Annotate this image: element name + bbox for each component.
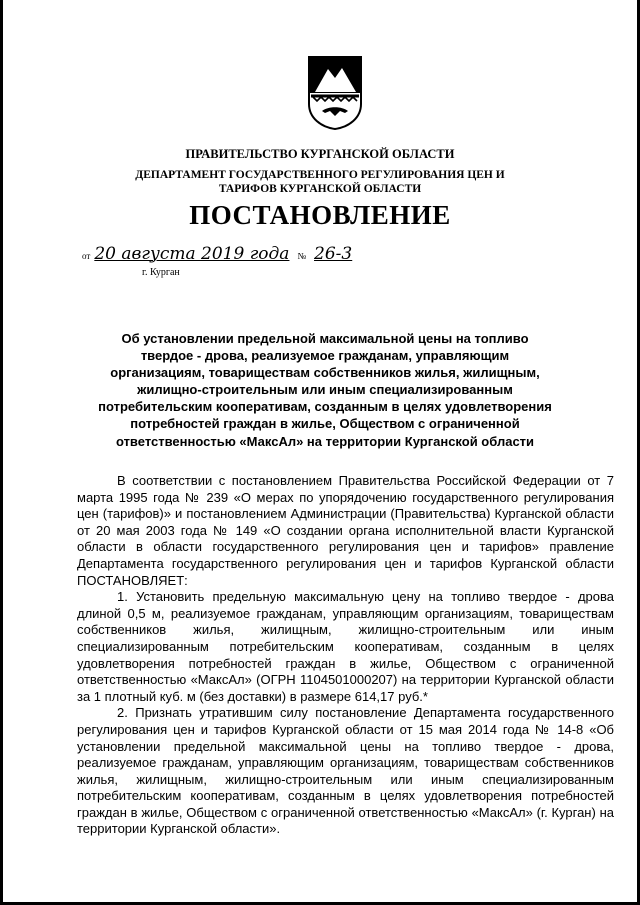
date-prefix: от [82, 251, 91, 261]
document-title: ПОСТАНОВЛЕНИЕ [189, 200, 451, 230]
scan-border-left [0, 0, 3, 905]
department-name: ДЕПАРТАМЕНТ ГОСУДАРСТВЕННОГО РЕГУЛИРОВАНИЯ ЦЕН И ТАРИФОВ КУРГАНСКОЙ ОБЛАСТИ [135, 169, 505, 195]
subject-heading: Об установлении предельной максимальной цены на топливо твердое - дрова, реализуемое гражданам, управляющим организациям, товариществам собственников жилья, жилищным, жилищно-строительным или иным специализированным потребительским кооперативам, созданным в целях удовлетворения потребностей граждан в жилье, Обществом с ограниченной ответственностью «МаксАл» на территории Курганской области [98, 331, 552, 449]
date-number-line [82, 244, 382, 268]
number-handwritten: 26-3 [314, 244, 353, 264]
preamble-paragraph: В соответствии с постановлением Правительства Российской Федерации от 7 марта 1995 года № 239 «О мерах по упорядочению государственного регулирования цен (тарифов)» и постановлением Администрации (Правительства) Курганской области от 20 мая 2003 года № 149 «О создании органа исполнительной власти Курганской области в области государственного регулирования цен и тарифов» правление Департамента государственного регулирования цен и тарифов Курганской области ПОСТАНОВЛЯЕТ: [77, 473, 614, 588]
document-body [77, 473, 614, 838]
coat-of-arms-icon [308, 56, 362, 130]
city: г. Курган [142, 267, 180, 278]
item-2-paragraph: 2. Признать утратившим силу постановление Департамента государственного регулирования цен и тарифов Курганской области от 15 мая 2014 года № 14-8 «Об установлении предельной максимальной цены на топливо твердое - дрова, реализуемое гражданам, управляющим организациям, товариществам собственников жилья, жилищным, жилищно-строительным или иным специализированным потребительским кооперативам, созданным в целях удовлетворения потребностей граждан в жилье, Обществом с ограниченной ответственностью «МаксАл» (г. Курган) на территории Курганской области». [77, 705, 614, 837]
date-handwritten: 20 августа 2019 года [94, 244, 290, 264]
number-prefix: № [297, 251, 307, 261]
government-name: ПРАВИТЕЛЬСТВО КУРГАНСКОЙ ОБЛАСТИ [185, 147, 455, 161]
item-1-paragraph: 1. Установить предельную максимальную цену на топливо твердое - дрова длиной 0,5 м, реализуемое гражданам, управляющим организациям, товариществам собственников жилья, жилищным, жилищно-строительным или иным специализированным потребительским кооперативам, созданным в целях удовлетворения потребностей граждан в жилье, Обществом с ограниченной ответственностью «МаксАл» (ОГРН 1104501000207) на территории Курганской области за 1 плотный куб. м (без доставки) в размере 614,17 руб.* [77, 589, 614, 704]
